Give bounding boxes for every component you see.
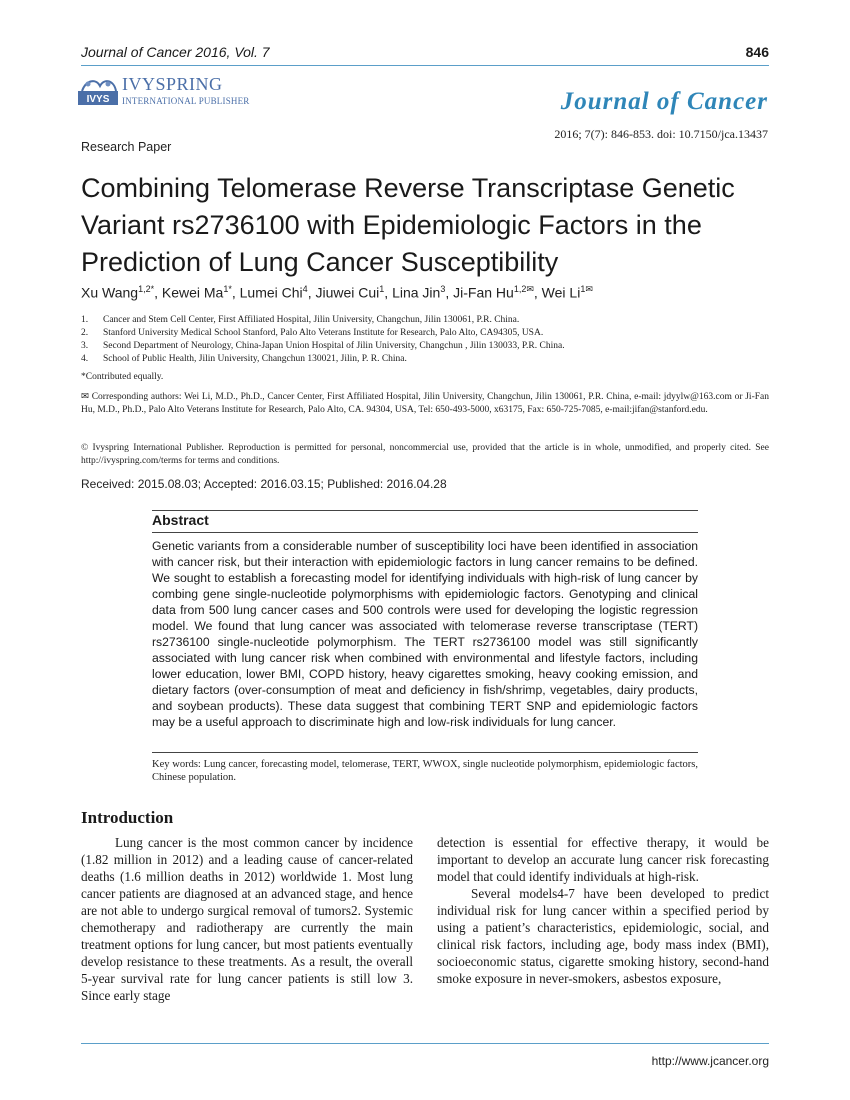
body-column-left bbox=[81, 834, 413, 1004]
author-sup: 1* bbox=[223, 284, 232, 294]
author-name: Wei Li bbox=[541, 284, 581, 301]
author-list: Xu Wang$^{1,2*}$, Kewei $Ma^{1*}$, Lumei Chi$^4$, Jiuwei Cui$^1$, Lina Jin$^3$, Ji-Fan $Hu^{1,2✉}$, Wei $Li^{1✉}$ bbox=[81, 284, 593, 301]
paper-type: Research Paper bbox=[81, 140, 172, 154]
publisher-name: IVYSPRING bbox=[122, 74, 223, 94]
author-name: Lina Jin bbox=[392, 284, 441, 301]
introduction-heading: Introduction bbox=[81, 808, 174, 827]
affiliation-item: 4. School of Public Health, Jilin University, Changchun 130021, Jilin, P. R. China. bbox=[81, 354, 407, 364]
author-name: Ji-Fan Hu bbox=[453, 284, 514, 301]
abstract-rule-mid bbox=[152, 532, 698, 533]
affiliation-item: 1. Cancer and Stem Cell Center, First Affiliated Hospital, Jilin University, Changchun, Jilin 130061, P.R. China. bbox=[81, 315, 520, 325]
journal-title: Journal of Cancer bbox=[560, 88, 768, 115]
paragraph: detection is essential for effective therapy, it would be important to develop an accurate lung cancer risk forecasting model that could identify individuals at high-risk. bbox=[437, 835, 769, 884]
paragraph: Several models4-7 have been developed to predict individual risk for lung cancer within a specified period by using a patient’s characteristics, epidemiologic, social, and clinical risk factors, including age, body mass index (BMI), socioeconomic status, cigarette smoking history, second-hand smoke exposure in never-smokers, asbestos exposure, bbox=[437, 886, 769, 986]
logo-letters: IVYS bbox=[86, 94, 110, 105]
publication-dates: Received: 2015.08.03; Accepted: 2016.03.15; Published: 2016.04.28 bbox=[81, 477, 447, 491]
title-line: Combining Telomerase Reverse Transcriptase Genetic bbox=[81, 173, 735, 203]
abstract-heading: Abstract bbox=[152, 512, 209, 528]
abstract-rule-bottom bbox=[152, 752, 698, 753]
affiliations bbox=[81, 314, 771, 366]
author-name: Jiuwei Cui bbox=[315, 284, 380, 301]
page-number: 846 bbox=[745, 44, 769, 60]
header-rule bbox=[81, 65, 769, 66]
author-name: Kewei Ma bbox=[161, 284, 224, 301]
author-sup: 1 bbox=[379, 284, 385, 294]
copyright-notice: © Ivyspring International Publisher. Reproduction is permitted for personal, noncommercial use, provided that the article is in whole, unmodified, and properly cited. See http://ivyspring.com/terms for terms and conditions. bbox=[81, 443, 769, 466]
article-title bbox=[81, 170, 781, 281]
title-line: Variant rs2736100 with Epidemiologic Factors in the bbox=[81, 210, 702, 240]
corresponding-authors: ✉ Corresponding authors: Wei Li, M.D., Ph.D., Cancer Center, First Affiliated Hospital, Jilin University, Changchun, Jilin 130061, P.R. China, e-mail: jdyylw@163.com or Ji-Fan Hu, M.D., Ph.D., Palo Alto Veterans Institute for Research, Palo Alto, CA. 94304, USA, Tel: 650-493-5000, x63175, Fax: 650-725-7085, e-mail:jifan@stanford.edu. bbox=[81, 392, 769, 415]
contributed-note: *Contributed equally. bbox=[81, 372, 164, 382]
author-name: Lumei Chi bbox=[239, 284, 303, 301]
author-sup: 1✉ bbox=[580, 284, 593, 294]
abstract-text: Genetic variants from a considerable number of susceptibility loci have been identified in association with cancer risk, but their interaction with epidemiologic factors in lung cancer remains to be defined. We sought to establish a forecasting model for identifying individuals with high-risk of lung cancer by combing gene single-nucleotide polymorphisms with epidemiologic factors. Genotyping and clinical data from 500 lung cancer cases and 500 controls were used for developing the logistic regression model. We found that lung cancer was associated with telomerase reverse transcriptase (TERT) rs2736100 single-nucleotide polymorphism. The TERT rs2736100 model was still significantly associated with lung cancer risk when combined with environmental and lifestyle factors, including lower education, lower BMI, COPD history, heavy cigarettes smoking, heavy cooking emission, and dietary factors (over-consumption of meat and deficiency in fish/shrimp, vegetables, dairy products, and soybean products). These data suggest that combining TERT SNP and epidemiologic factors may be a useful approach to discriminate high and low-risk individuals for lung cancer. bbox=[152, 539, 698, 729]
author-sup: 3 bbox=[440, 284, 446, 294]
author-name: Xu Wang bbox=[81, 284, 139, 301]
author-sup: 4 bbox=[302, 284, 308, 294]
abstract-rule-top bbox=[152, 510, 698, 511]
affiliation-item: 3. Second Department of Neurology, China-Japan Union Hospital of Jilin University, Changchun , Jilin 130033, P.R. China. bbox=[81, 341, 565, 351]
footer-url[interactable]: http://www.jcancer.org bbox=[651, 1054, 769, 1068]
ivyspring-logo-icon bbox=[76, 74, 120, 114]
keywords: Key words: Lung cancer, forecasting model, telomerase, TERT, WWOX, single nucleotide polymorphism, epidemiologic factors, Chinese population. bbox=[152, 759, 698, 783]
publisher-logo bbox=[76, 74, 256, 114]
running-header-journal: Journal of Cancer 2016, Vol. 7 bbox=[81, 44, 270, 60]
affiliation-item: 2. Stanford University Medical School Stanford, Palo Alto Veterans Institute for Research, Palo Alto, CA94305, USA. bbox=[81, 328, 544, 338]
body-column-right bbox=[437, 834, 769, 987]
author-sup: 1,2✉ bbox=[513, 284, 534, 294]
publisher-subtitle: INTERNATIONAL PUBLISHER bbox=[122, 96, 250, 106]
footer-rule bbox=[81, 1043, 769, 1044]
title-line: Prediction of Lung Cancer Susceptibility bbox=[81, 247, 559, 277]
author-sup: 1,2* bbox=[138, 284, 155, 294]
paragraph: Lung cancer is the most common cancer by incidence (1.82 million in 2012) and a leading cause of cancer-related deaths (1.6 million deaths in 2012) worldwide 1. Most lung cancer patients are diagnosed at an advanced stage, and hence are not able to undergo surgical removal of tumors2. Systemic chemotherapy and radiotherapy are currently the main treatment options for lung cancer, but most patients eventually develop resistance to these treatments. As a result, the overall 5-year survival rate for lung cancer patients is still low 3. Since early stage bbox=[81, 835, 413, 1003]
citation: 2016; 7(7): 846-853. doi: 10.7150/jca.13437 bbox=[554, 127, 768, 141]
